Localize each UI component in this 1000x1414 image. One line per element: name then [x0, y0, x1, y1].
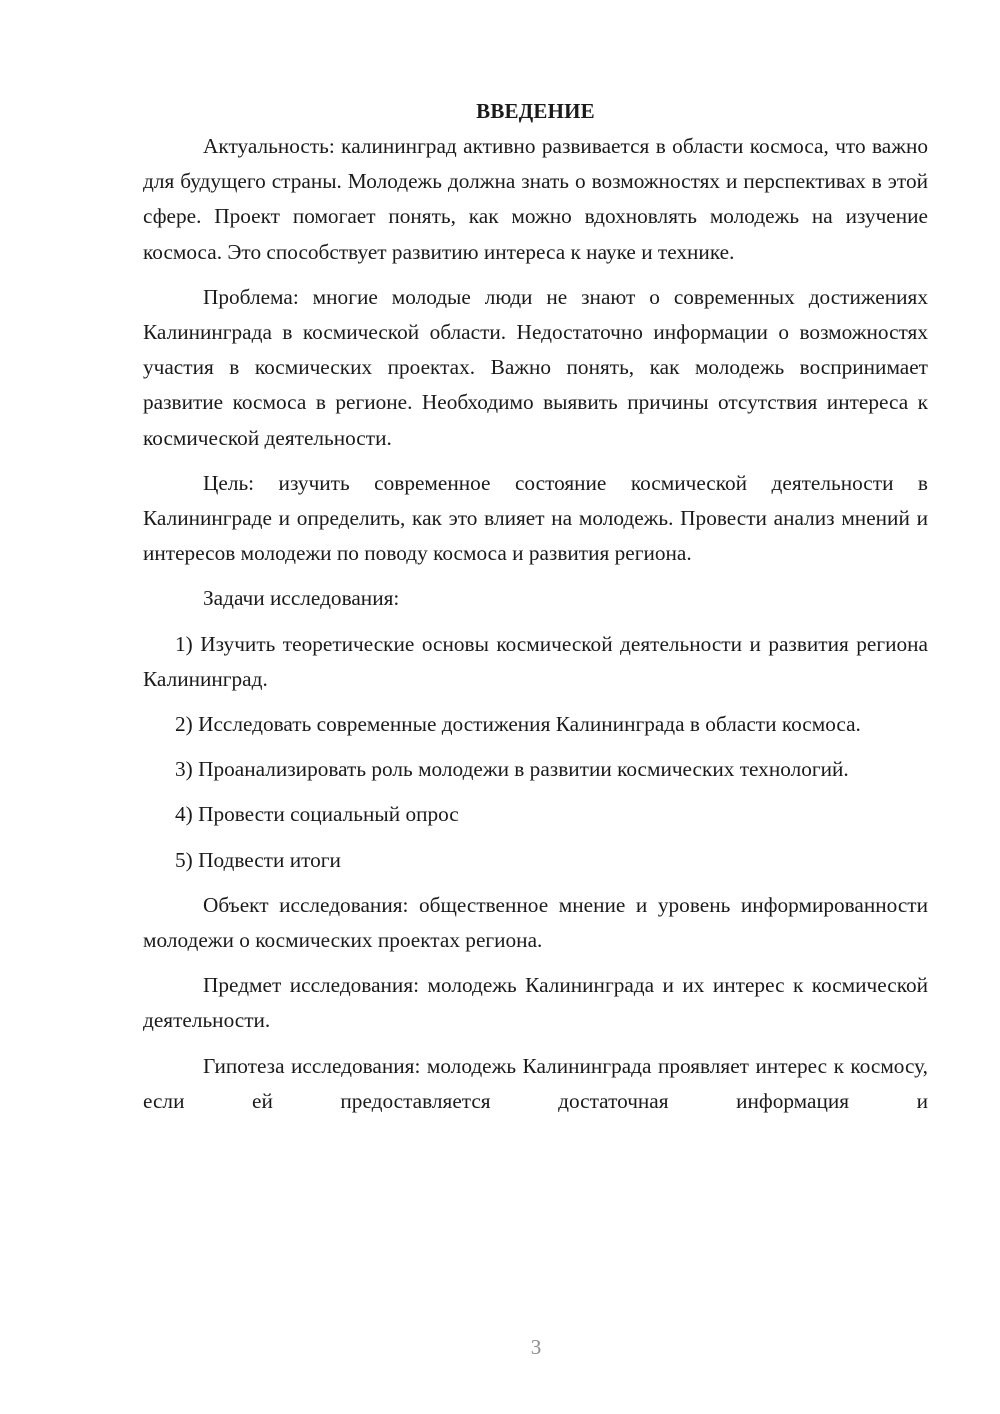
tasks-heading: Задачи исследования: [203, 586, 400, 611]
task-item-2: 2) Исследовать современные достижения Калининграда в области космоса. [175, 712, 861, 737]
object-paragraph: Объект исследования: общественное мнение и уровень информированности молодежи о космических проектах региона. [143, 892, 928, 953]
document-page [143, 96, 928, 1119]
task-item-3: 3) Проанализировать роль молодежи в развитии космических технологий. [175, 757, 849, 782]
section-title: ВВЕДЕНИЕ [476, 99, 595, 123]
subject-paragraph: Предмет исследования: молодежь Калининграда и их интерес к космической деятельности. [143, 973, 928, 1033]
page-number: 3 [530, 1335, 542, 1359]
hypothesis-paragraph: Гипотеза исследования: молодежь Калининграда проявляет интерес к космосу, если ей предоставляется достаточная информация и [143, 1053, 928, 1113]
relevance-paragraph: Актуальность: калининград активно развивается в области космоса, что важно для будущего страны. Молодежь должна знать о возможностях и перспективах в этой сфере. Проект помогает понять, как можно вдохновлять молодежь на изучение космоса. Это способствует развитию интереса к науке и технике. [143, 134, 928, 264]
task-item-1: 1) Изучить теоретические основы космической деятельности и развития региона Калининград. [143, 631, 928, 691]
goal-paragraph: Цель: изучить современное состояние космической деятельности в Калининграде и определить, как это влияет на молодежь. Провести анализ мнений и интересов молодежи по поводу космоса и развития региона. [143, 470, 928, 566]
problem-paragraph: Проблема: многие молодые люди не знают о современных достижениях Калининграда в космической области. Недостаточно информации о возможностях участия в космических проектах. Важно понять, как молодежь воспринимает развитие космоса в регионе. Необходимо выявить причины отсутствия интереса к космической деятельности. [143, 284, 928, 450]
task-item-4: 4) Провести социальный опрос [175, 802, 459, 827]
task-item-5: 5) Подвести итоги [175, 847, 341, 872]
